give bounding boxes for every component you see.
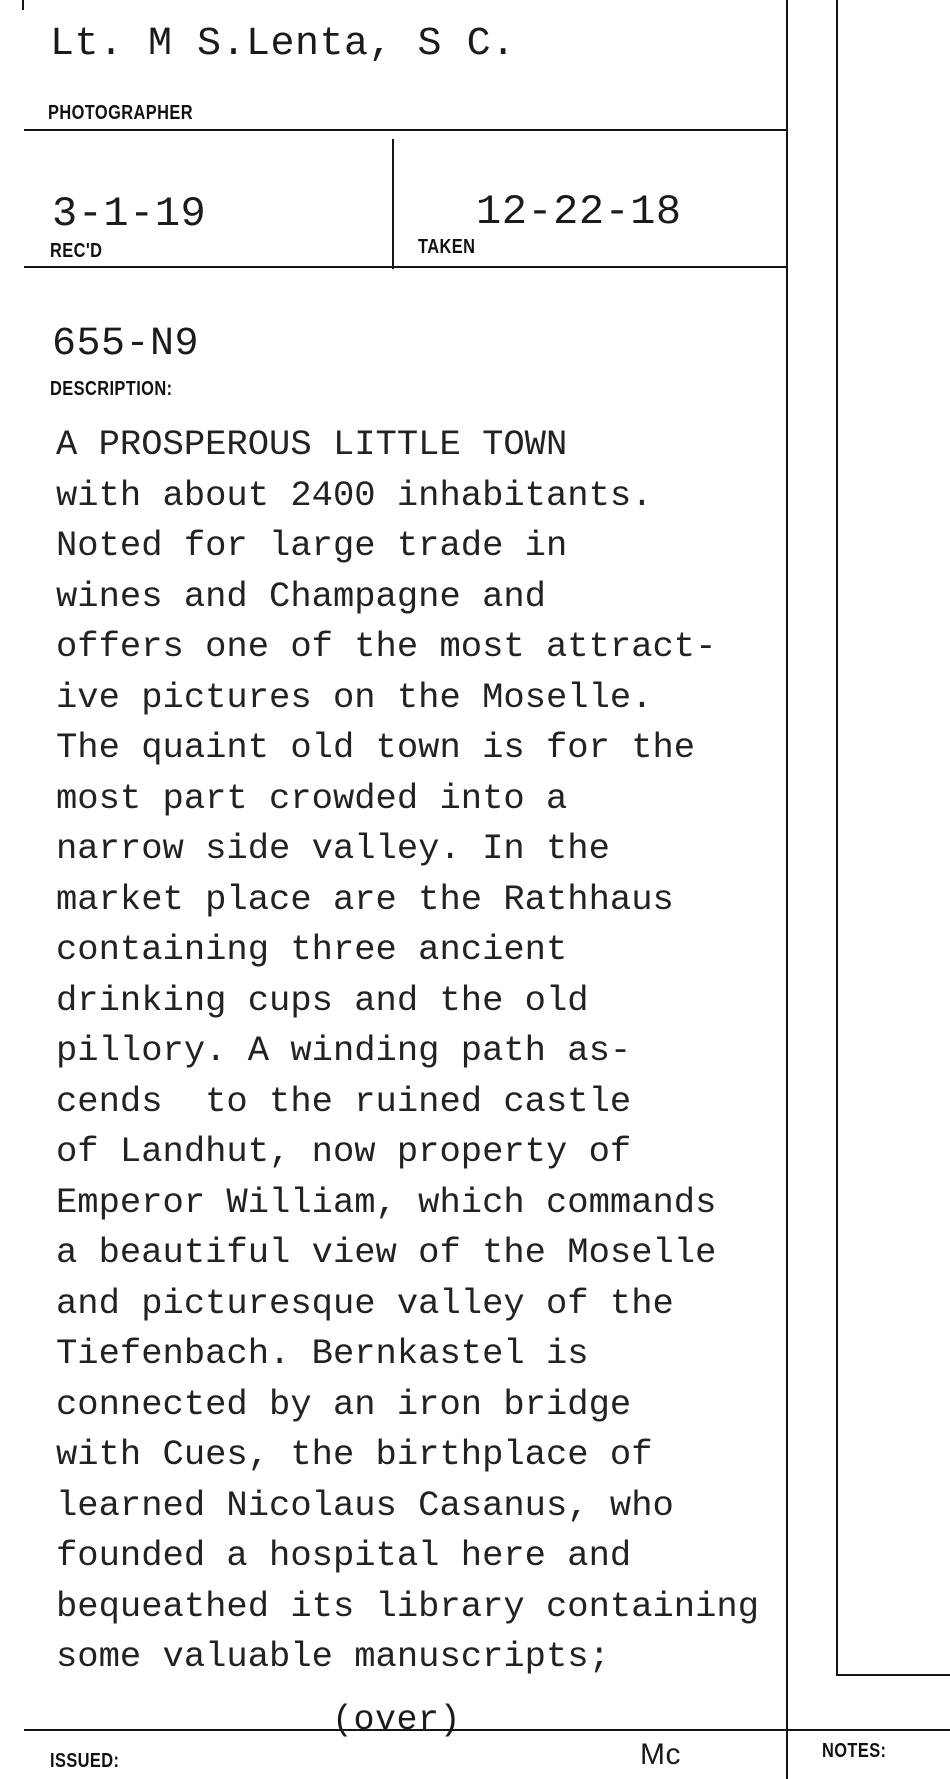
taken-label: TAKEN <box>418 236 476 258</box>
photographer-name: Lt. M S.Lenta, S C. <box>50 22 516 67</box>
date-column-divider <box>392 139 394 269</box>
description-line: offers one of the most attract- <box>56 626 717 667</box>
card-edge-line <box>22 0 24 10</box>
description-line: market place are the Rathhaus <box>56 878 674 920</box>
description-line: The quaint old town is for the <box>56 727 696 768</box>
issued-label: ISSUED: <box>50 1750 120 1772</box>
description-line: Emperor William, which commands <box>56 1181 717 1223</box>
description-line: Noted for large trade in <box>56 525 568 566</box>
description-line: pillory. A winding path as- <box>56 1030 632 1071</box>
description-line: cends to the ruined castle <box>56 1080 632 1122</box>
photographer-label: PHOTOGRAPHER <box>48 102 193 124</box>
footer-rule <box>24 1729 950 1731</box>
taken-date: 12-22-18 <box>476 188 682 236</box>
description-line: drinking cups and the old <box>56 979 589 1021</box>
description-line: narrow side valley. In the <box>56 828 610 869</box>
notes-label: NOTES: <box>822 1740 887 1762</box>
received-label: REC'D <box>50 240 103 262</box>
photographer-rule <box>24 129 786 131</box>
description-line: Tiefenbach. Bernkastel is <box>56 1333 589 1374</box>
description-line: founded a hospital here and <box>56 1535 632 1576</box>
description-line: connected by an iron bridge <box>56 1383 632 1425</box>
description-line: some valuable manuscripts; <box>56 1636 610 1677</box>
received-date: 3-1-19 <box>52 190 207 238</box>
description-line: with about 2400 inhabitants. <box>56 474 653 516</box>
description-line: wines and Champagne and <box>56 575 546 617</box>
description-text <box>56 420 946 1683</box>
description-line: containing three ancient <box>56 929 568 970</box>
description-line: of Landhut, now property of <box>56 1131 632 1172</box>
clerk-initials: Mc <box>640 1738 681 1771</box>
description-line: with Cues, the birthplace of <box>56 1434 653 1475</box>
continuation-note: (over) <box>332 1700 462 1740</box>
reference-number: 655-N9 <box>52 322 200 367</box>
dates-rule <box>24 266 786 268</box>
description-label: DESCRIPTION: <box>50 378 173 400</box>
description-line: most part crowded into a <box>56 777 568 819</box>
description-line: and picturesque valley of the <box>56 1282 674 1324</box>
description-line: A PROSPEROUS LITTLE TOWN <box>56 424 568 465</box>
description-line: a beautiful view of the Moselle <box>56 1232 717 1273</box>
description-line: ive pictures on the Moselle. <box>56 676 653 718</box>
description-line: bequeathed its library containing <box>56 1585 760 1627</box>
description-line: learned Nicolaus Casanus, who <box>56 1484 674 1526</box>
